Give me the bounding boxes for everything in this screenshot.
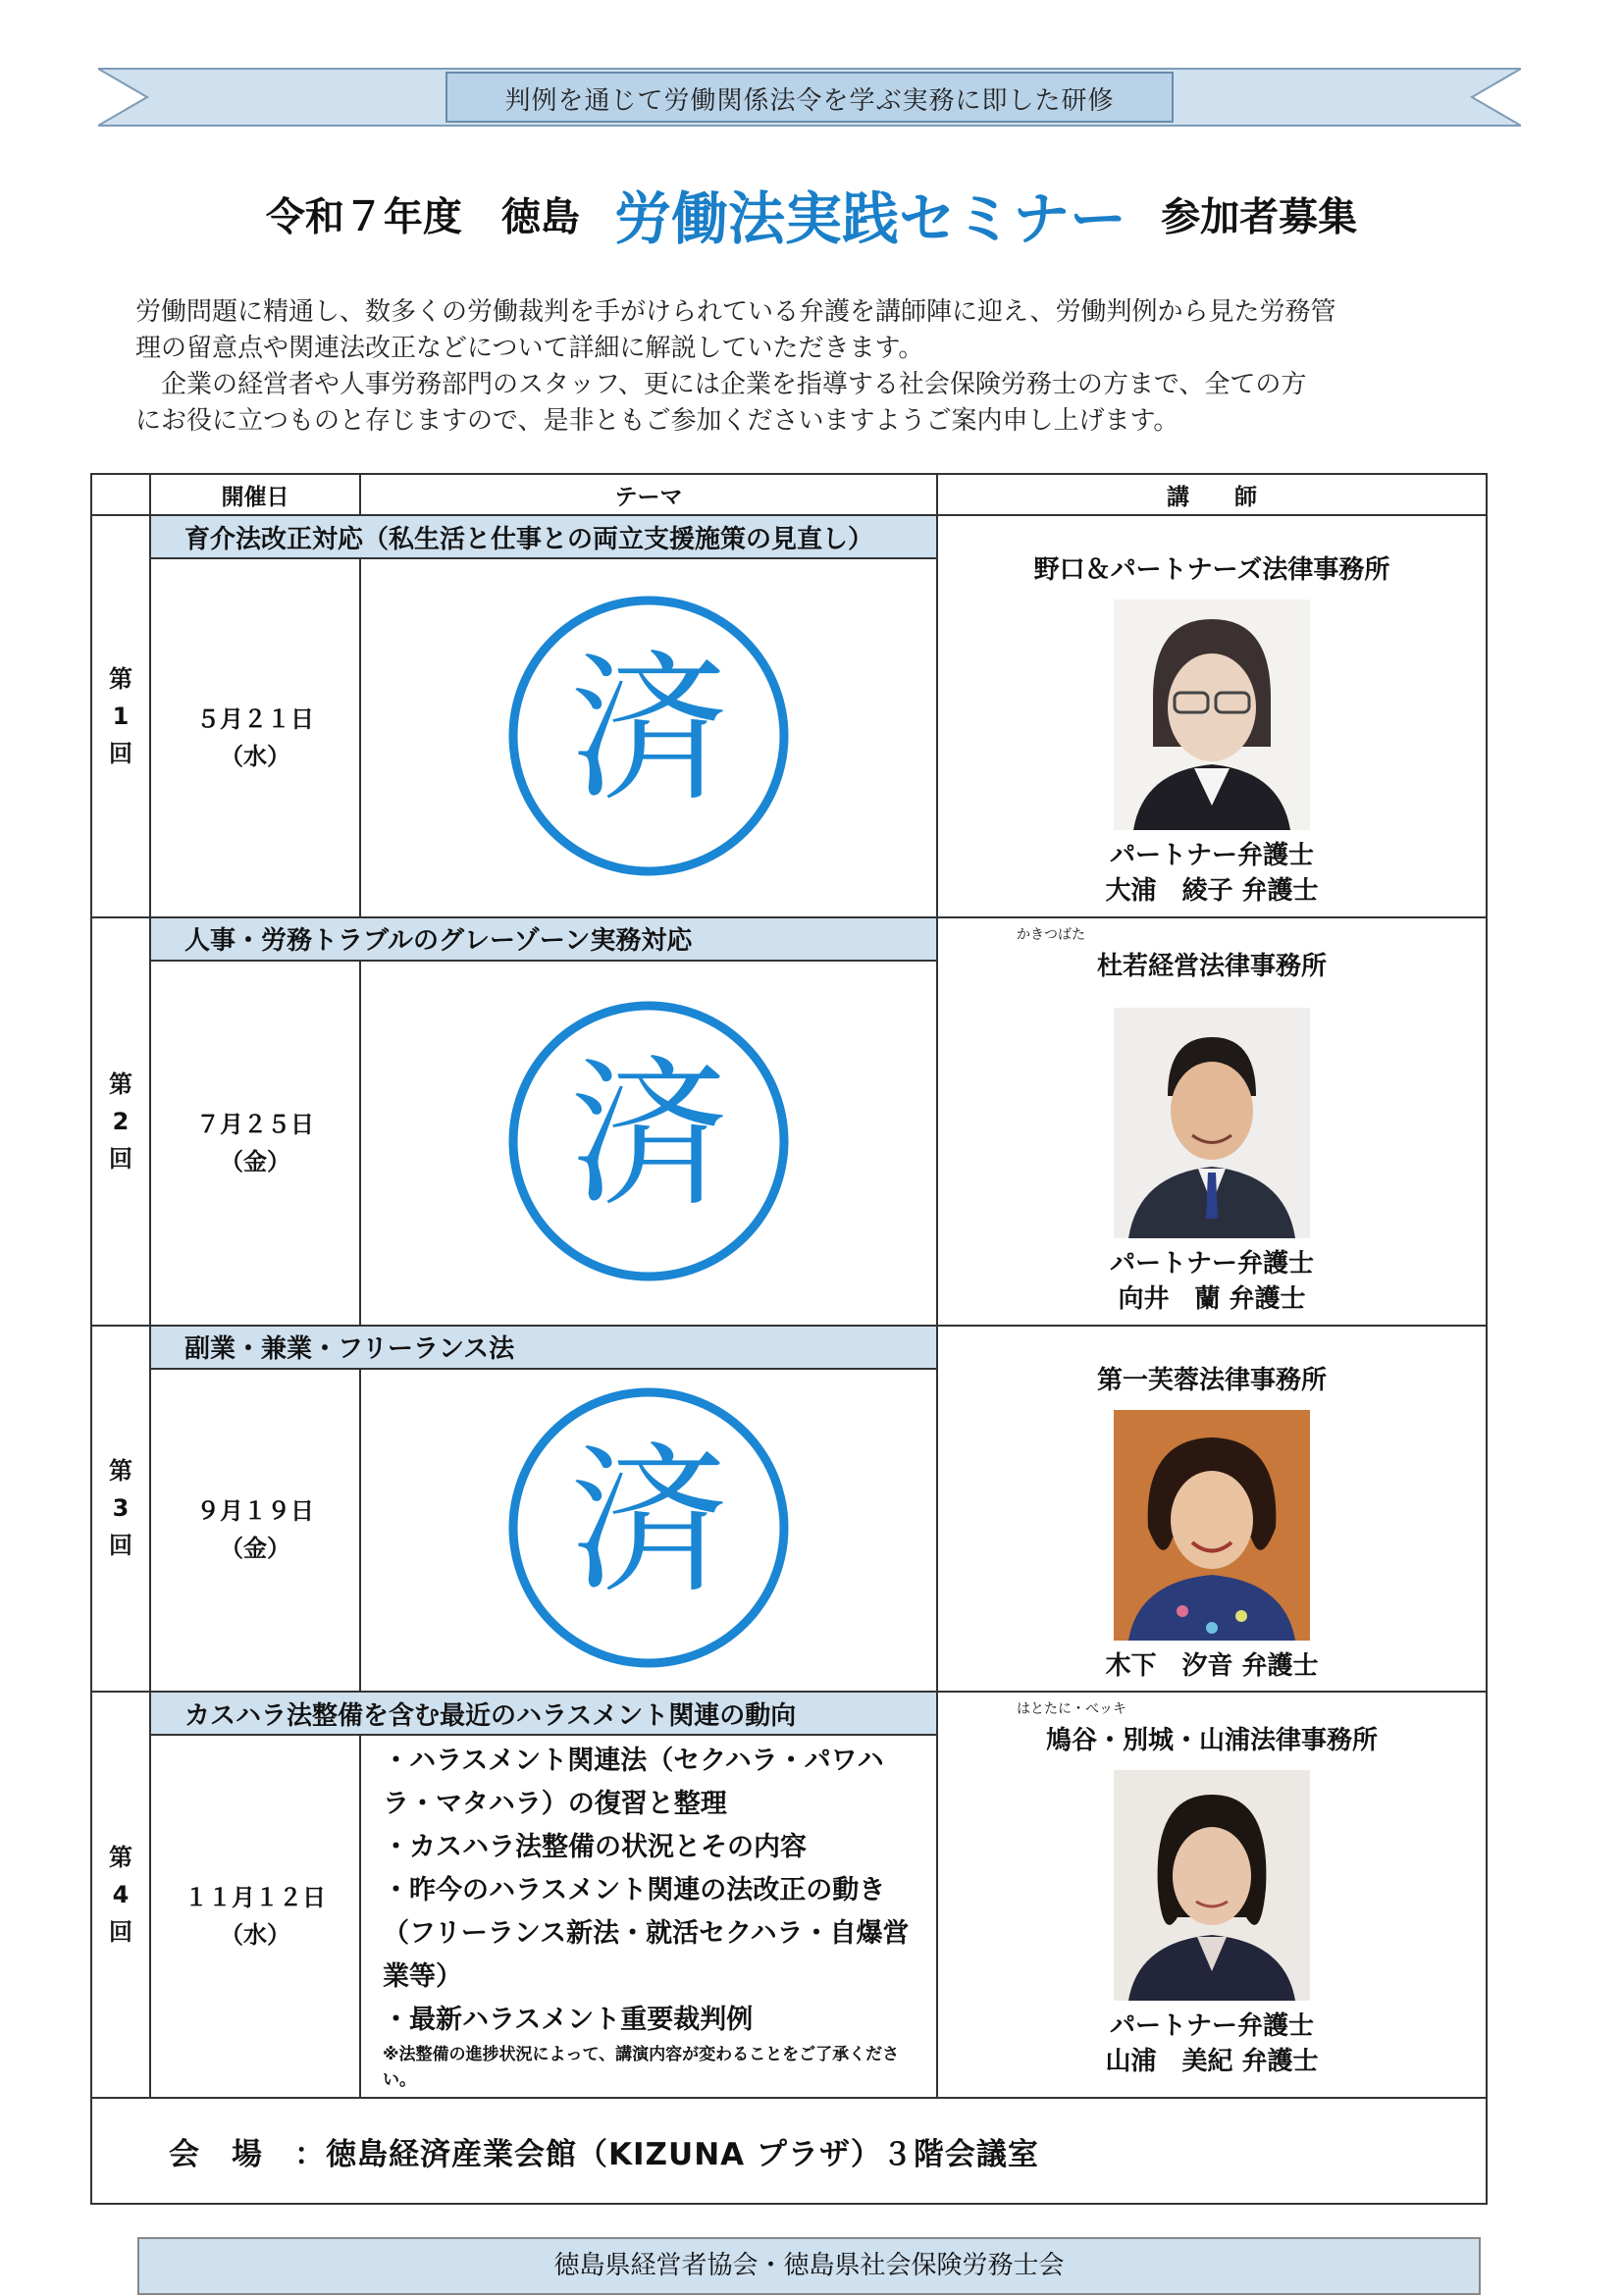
intro-line: にお役に立つものと存じますので、是非ともご参加くださいますようご案内申し上げます。 — [135, 406, 1179, 436]
session-3-theme-row — [91, 1326, 1487, 1369]
session-theme: 副業・兼業・フリーランス法 — [150, 1326, 937, 1369]
session-number: 第 1 回 — [91, 515, 150, 917]
lecturer-photo — [1114, 600, 1310, 830]
session-number: 第 2 回 — [91, 917, 150, 1326]
done-stamp-text: 済 — [569, 1041, 728, 1226]
table-header-row — [91, 474, 1487, 515]
intro-line: 企業の経営者や人事労務部門のスタッフ、更には企業を指導する社会保険労務士の方まで、全ての方 — [135, 370, 1307, 399]
done-stamp-text: 済 — [569, 1429, 728, 1613]
header-ribbon — [98, 63, 1521, 131]
done-stamp — [501, 994, 796, 1288]
footer-organizers: 徳島県経営者協会・徳島県社会保険労務士会 — [137, 2237, 1481, 2295]
session-theme: カスハラ法整備を含む最近のハラスメント関連の動向 — [150, 1692, 937, 1735]
intro-line: 労働問題に精通し、数多くの労働裁判を手がけられている弁護を講師陣に迎え、労働判例から見た労務管 — [135, 297, 1336, 327]
venue-text: 会 場 ：徳島経済産業会館（KIZUNA プラザ）３階会議室 — [91, 2098, 1487, 2204]
topic-item: ・ハラスメント関連法（セクハラ・パワハラ・マタハラ）の復習と整理 — [383, 1746, 884, 1819]
title-year: 令和７年度 徳島 — [265, 193, 580, 240]
lecturer-cell — [937, 1326, 1487, 1692]
lecturer-name: 向井 蘭 弁護士 — [1118, 1283, 1306, 1314]
done-stamp-cell — [360, 1369, 937, 1692]
session-date: ５月２１日 （水） — [150, 558, 360, 917]
topic-item: ・カスハラ法整備の状況とその内容 — [383, 1832, 807, 1862]
session-number: 第 4 回 — [91, 1692, 150, 2098]
lecturer-name: 山浦 美紀 弁護士 — [1105, 2047, 1319, 2076]
header-theme: テーマ — [360, 474, 937, 515]
ribbon-text: 判例を通じて労働関係法令を学ぶ実務に即した研修 — [504, 86, 1115, 116]
lecturer-name: 大浦 綾子 弁護士 — [1105, 876, 1319, 906]
session-theme: 育介法改正対応（私生活と仕事との両立支援施策の見直し） — [150, 515, 937, 558]
firm-ruby: かきつばた — [1017, 926, 1085, 943]
lecturer-photo — [1114, 1008, 1310, 1238]
topic-item: ・昨今のハラスメント関連の法改正の動き（フリーランス新法・就活セクハラ・自爆営業等） — [383, 1875, 910, 1992]
header-date: 開催日 — [150, 474, 360, 515]
intro-text — [135, 294, 1499, 440]
lecturer-photo — [1114, 1770, 1310, 2001]
done-stamp-cell — [360, 961, 937, 1326]
header-lecturer: 講 師 — [937, 474, 1487, 515]
session-date: ７月２５日 （金） — [150, 961, 360, 1326]
venue-row — [91, 2098, 1487, 2204]
law-firm: 第一芙蓉法律事務所 — [1096, 1365, 1327, 1395]
title-main: 労働法実践セミナー — [613, 185, 1126, 252]
session-date: １１月１２日 （水） — [150, 1735, 360, 2098]
lecturer-role: パートナー弁護士 — [1109, 1248, 1314, 1278]
lecturer-cell — [937, 1692, 1487, 2098]
done-stamp-text: 済 — [569, 636, 728, 820]
session-4-theme-row — [91, 1692, 1487, 1735]
done-stamp-cell — [360, 558, 937, 917]
topic-note: ※法整備の進捗状況によって、講演内容が変わることをご了承ください。 — [383, 2045, 900, 2090]
firm-ruby: はとたに・べッキ — [1017, 1701, 1126, 1717]
lecturer-role: パートナー弁護士 — [1109, 841, 1314, 870]
done-stamp — [501, 589, 796, 883]
schedule-table — [90, 473, 1488, 2205]
lecturer-cell — [937, 515, 1487, 917]
done-stamp — [501, 1381, 796, 1675]
lecturer-photo — [1114, 1410, 1310, 1641]
page-title — [0, 173, 1623, 255]
session-2-theme-row — [91, 917, 1487, 961]
session-theme: 人事・労務トラブルのグレーゾーン実務対応 — [150, 917, 937, 961]
lecturer-name: 木下 汐音 弁護士 — [1105, 1650, 1319, 1681]
topic-item: ・最新ハラスメント重要裁判例 — [383, 2005, 754, 2035]
session-number: 第 3 回 — [91, 1326, 150, 1692]
intro-line: 理の留意点や関連法改正などについて詳細に解説していただきます。 — [135, 334, 924, 363]
title-sub: 参加者募集 — [1161, 193, 1358, 240]
law-firm: 野口＆パートナーズ法律事務所 — [1033, 555, 1390, 585]
session-1-theme-row — [91, 515, 1487, 558]
lecturer-cell — [937, 917, 1487, 1326]
session-topics — [360, 1735, 937, 2098]
session-date: ９月１９日 （金） — [150, 1369, 360, 1692]
law-firm: 杜若経営法律事務所 — [1096, 951, 1327, 981]
lecturer-role: パートナー弁護士 — [1109, 2011, 1314, 2041]
law-firm: 鳩谷・別城・山浦法律事務所 — [1045, 1726, 1378, 1755]
